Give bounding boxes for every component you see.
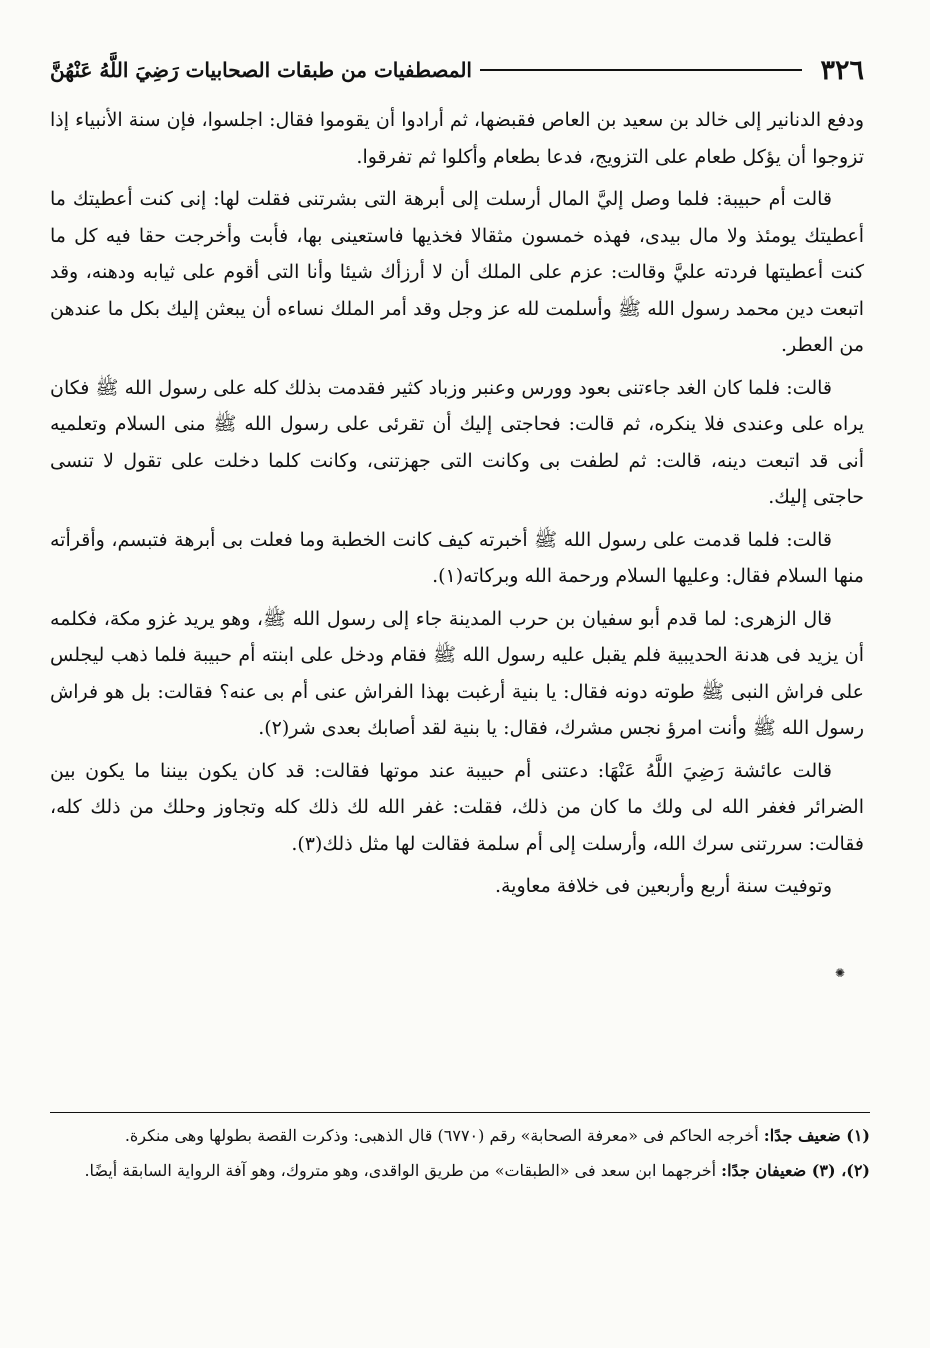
page-number: ٣٢٦: [820, 54, 864, 86]
page-header: [50, 48, 864, 92]
paragraph: قالت: فلما قدمت على رسول الله ﷺ أخبرته كيف كانت الخطبة وما فعلت بى أبرهة فتبسم، وأقرأته منها السلام فقال: وعليها السلام ورحمة الله وبركاته(١).: [50, 528, 864, 587]
paragraph: قالت عائشة رَضِيَ اللَّهُ عَنْهَا: دعتنى أم حبيبة عند موتها فقالت: قد كان يكون بيننا ما يكون بين الضرائر فغفر الله لى ولك ما كان من ذلك، فقلت: غفر الله لك ذلك كله وتجاوز وحلك من ذلك كله، فقالت: سررتنى سرك الله، وأرسلت إلى أم سلمة فقالت لها مثل ذلك(٣).: [50, 759, 864, 855]
footnote: [50, 1120, 870, 1151]
footnotes: [50, 1120, 870, 1190]
paragraph: قالت: فلما كان الغد جاءتنى بعود وورس وعنبر وزباد كثير فقدمت بذلك كله على رسول الله ﷺ فكان يراه على وعندى فلا ينكره، ثم قالت: فحاجتى إليك أن تقرئى على رسول الله ﷺ منى السلام وتعلميه أنى قد اتبعت دينه، قالت: ثم لطفت بى وكانت التى جهزتنى، وكانت كلما دخلت على تقول لا تنسى حاجتى إليك.: [50, 376, 864, 508]
paragraph: قال الزهرى: لما قدم أبو سفيان بن حرب المدينة جاء إلى رسول الله ﷺ، وهو يريد غزو مكة، فكلمه أن يزيد فى هدنة الحديبية فلم يقبل عليه رسول الله ﷺ فقام ودخل على ابنته أم حبيبة فلما ذهب ليجلس على فراش النبى ﷺ طوته دونه فقال: يا بنية أرغبت بهذا الفراش عنى أم بى عنه؟ فقالت: بل هو فراش رسول الله ﷺ وأنت امرؤ نجس مشرك، فقال: يا بنية لقد أصابك بعدى شر(٢).: [50, 607, 864, 739]
main-text: [50, 102, 864, 905]
footnote-text: أخرجهما ابن سعد فى «الطبقات» من طريق الواقدى، وهو متروك، وهو آفة الرواية السابقة أيضًا.: [84, 1161, 717, 1180]
footnote-label: (١) ضعيف جدًا:: [763, 1126, 870, 1145]
paragraph: وتوفيت سنة أربع وأربعين فى خلافة معاوية.: [494, 875, 832, 897]
running-title: المصطفيات من طبقات الصحابيات رَضِيَ اللَّهُ عَنْهُنَّ: [50, 58, 472, 82]
footnote-text: أخرجه الحاكم فى «معرفة الصحابة» رقم (٦٧٧٠) قال الذهبى: وذكرت القصة بطولها وهى منكرة.: [124, 1126, 759, 1145]
footnote-separator: [50, 1112, 870, 1113]
footnote-label: (٢)، (٣) ضعيفان جدًا:: [721, 1161, 870, 1180]
footnote: [50, 1155, 870, 1186]
paragraph: قالت أم حبيبة: فلما وصل إليَّ المال أرسلت إلى أبرهة التى بشرتنى فقلت لها: إنى كنت أعطيتك ما أعطيتك يومئذ ولا مال بيدى، فهذه خمسون مثقالا فخذيها فاستعينى بها، فأبت وأخرجت حقا فيه كل ما كنت أعطيتها فردته عليَّ وقالت: عزم على الملك أن لا أرزأك شيئا وأنا التى أقوم على ثيابه ودهنه، وقد اتبعت دين محمد رسول الله ﷺ وأسلمت لله عز وجل وقد أمر الملك نساءه أن يبعثن إليك بكل ما عندهن من العطر.: [50, 188, 864, 356]
paragraph: ودفع الدنانير إلى خالد بن سعيد بن العاص فقبضها، ثم أرادوا أن يقوموا فقال: اجلسوا، فإن سنة الأنبياء إذا تزوجوا أن يؤكل طعام على التزويج، فدعا بطعام وأكلوا ثم تفرقوا.: [50, 109, 864, 168]
header-rule: [480, 69, 803, 71]
margin-mark-icon: ✺: [835, 966, 846, 980]
